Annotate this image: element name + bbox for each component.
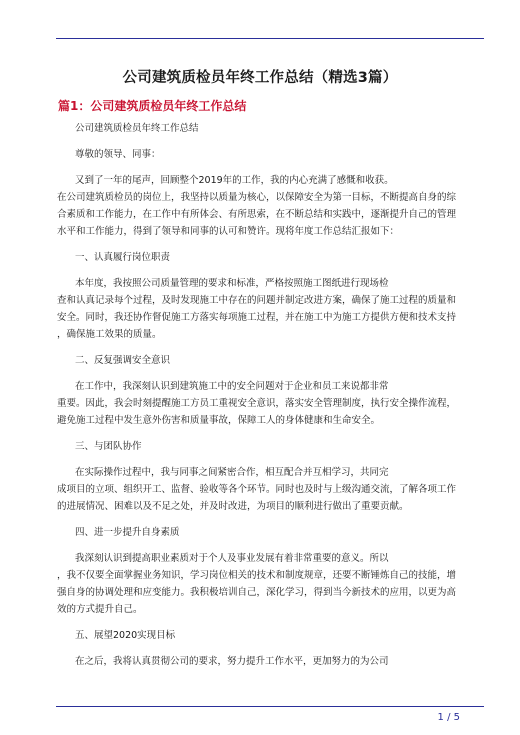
section-4-line: 效的方式提升自己。 — [57, 604, 143, 615]
body-subtitle: 公司建筑质检员年终工作总结 — [75, 123, 199, 134]
section-4-line: ，我不仅要全面掌握业务知识，学习岗位相关的技术和制度规章，还要不断锤炼自己的技能，增 — [57, 570, 457, 581]
section-1-line: 本年度，我按照公司质量管理的要求和标准，严格按照施工图纸进行现场检 — [75, 278, 389, 289]
section-5-line: 在之后，我将认真贯彻公司的要求，努力提升工作水平，更加努力的为公司 — [75, 656, 389, 667]
section-heading-3: 三、与团队协作 — [75, 441, 142, 452]
intro-line: 合素质和工作能力，在工作中有所体会、有所思索，在不断总结和实践中，逐渐提升自己的管理 — [57, 209, 457, 220]
section-1-line: 安全。同时，我还协作督促施工方落实每项施工过程，并在施工中为施工方提供方便和技术支持 — [57, 312, 457, 323]
section-3-line: 成项目的立项、组织开工、监督、验收等各个环节。同时也及时与上级沟通交流，了解各项工作 — [57, 484, 457, 495]
section-2-line: 重要。因此，我会时刻提醒施工方员工重视安全意识，落实安全管理制度，执行安全操作流程， — [57, 398, 457, 409]
section-4-line: 我深刻认识到提高职业素质对于个人及事业发展有着非常重要的意义。所以 — [75, 553, 389, 564]
section-heading-1: 一、认真履行岗位职责 — [75, 252, 171, 263]
section-1-line: 查和认真记录每个过程，及时发现施工中存在的问题并制定改进方案，确保了施工过程的质量和 — [57, 295, 457, 306]
section-heading-5: 五、展望2020实现目标 — [75, 630, 176, 641]
salutation: 尊敬的领导、同事： — [75, 149, 161, 160]
section-3-line: 的进展情况、困难以及不足之处，并及时改进，为项目的顺利进行做出了重要贡献。 — [57, 501, 409, 512]
section-2-line: 避免施工过程中发生意外伤害和质量事故，保障工人的身体健康和生命安全。 — [57, 415, 381, 426]
page-indicator: 1 / 5 — [437, 712, 460, 723]
intro-line: 在公司建筑质检员的岗位上，我坚持以质量为核心，以保障安全为第一目标，不断提高自身的综 — [57, 192, 457, 203]
section-4-line: 强自身的协调处理和应变能力。我积极培训自己，深化学习，得到当今新技术的应用，以更为高 — [57, 587, 457, 598]
section-1-line: ，确保施工效果的质量。 — [57, 329, 162, 340]
section-2-line: 在工作中，我深刻认识到建筑施工中的安全问题对于企业和员工来说都非常 — [75, 381, 389, 392]
header-rule — [56, 38, 484, 39]
section-heading-2: 二、反复强调安全意识 — [75, 355, 171, 366]
section-heading: 篇1：公司建筑质检员年终工作总结 — [58, 99, 247, 113]
document-body — [57, 120, 483, 670]
document-title: 公司建筑质检员年终工作总结（精选3篇） — [122, 70, 398, 86]
intro-line: 水平和工作能力，得到了领导和同事的认可和赞许。现将年度工作总结汇报如下： — [57, 226, 400, 237]
footer-rule — [56, 706, 484, 707]
section-3-line: 在实际操作过程中，我与同事之间紧密合作，相互配合并互相学习，共同完 — [75, 467, 389, 478]
intro-line: 又到了一年的尾声，回顾整个2019年的工作，我的内心充满了感慨和收获。 — [75, 175, 394, 186]
section-heading-4: 四、进一步提升自身素质 — [75, 527, 180, 538]
